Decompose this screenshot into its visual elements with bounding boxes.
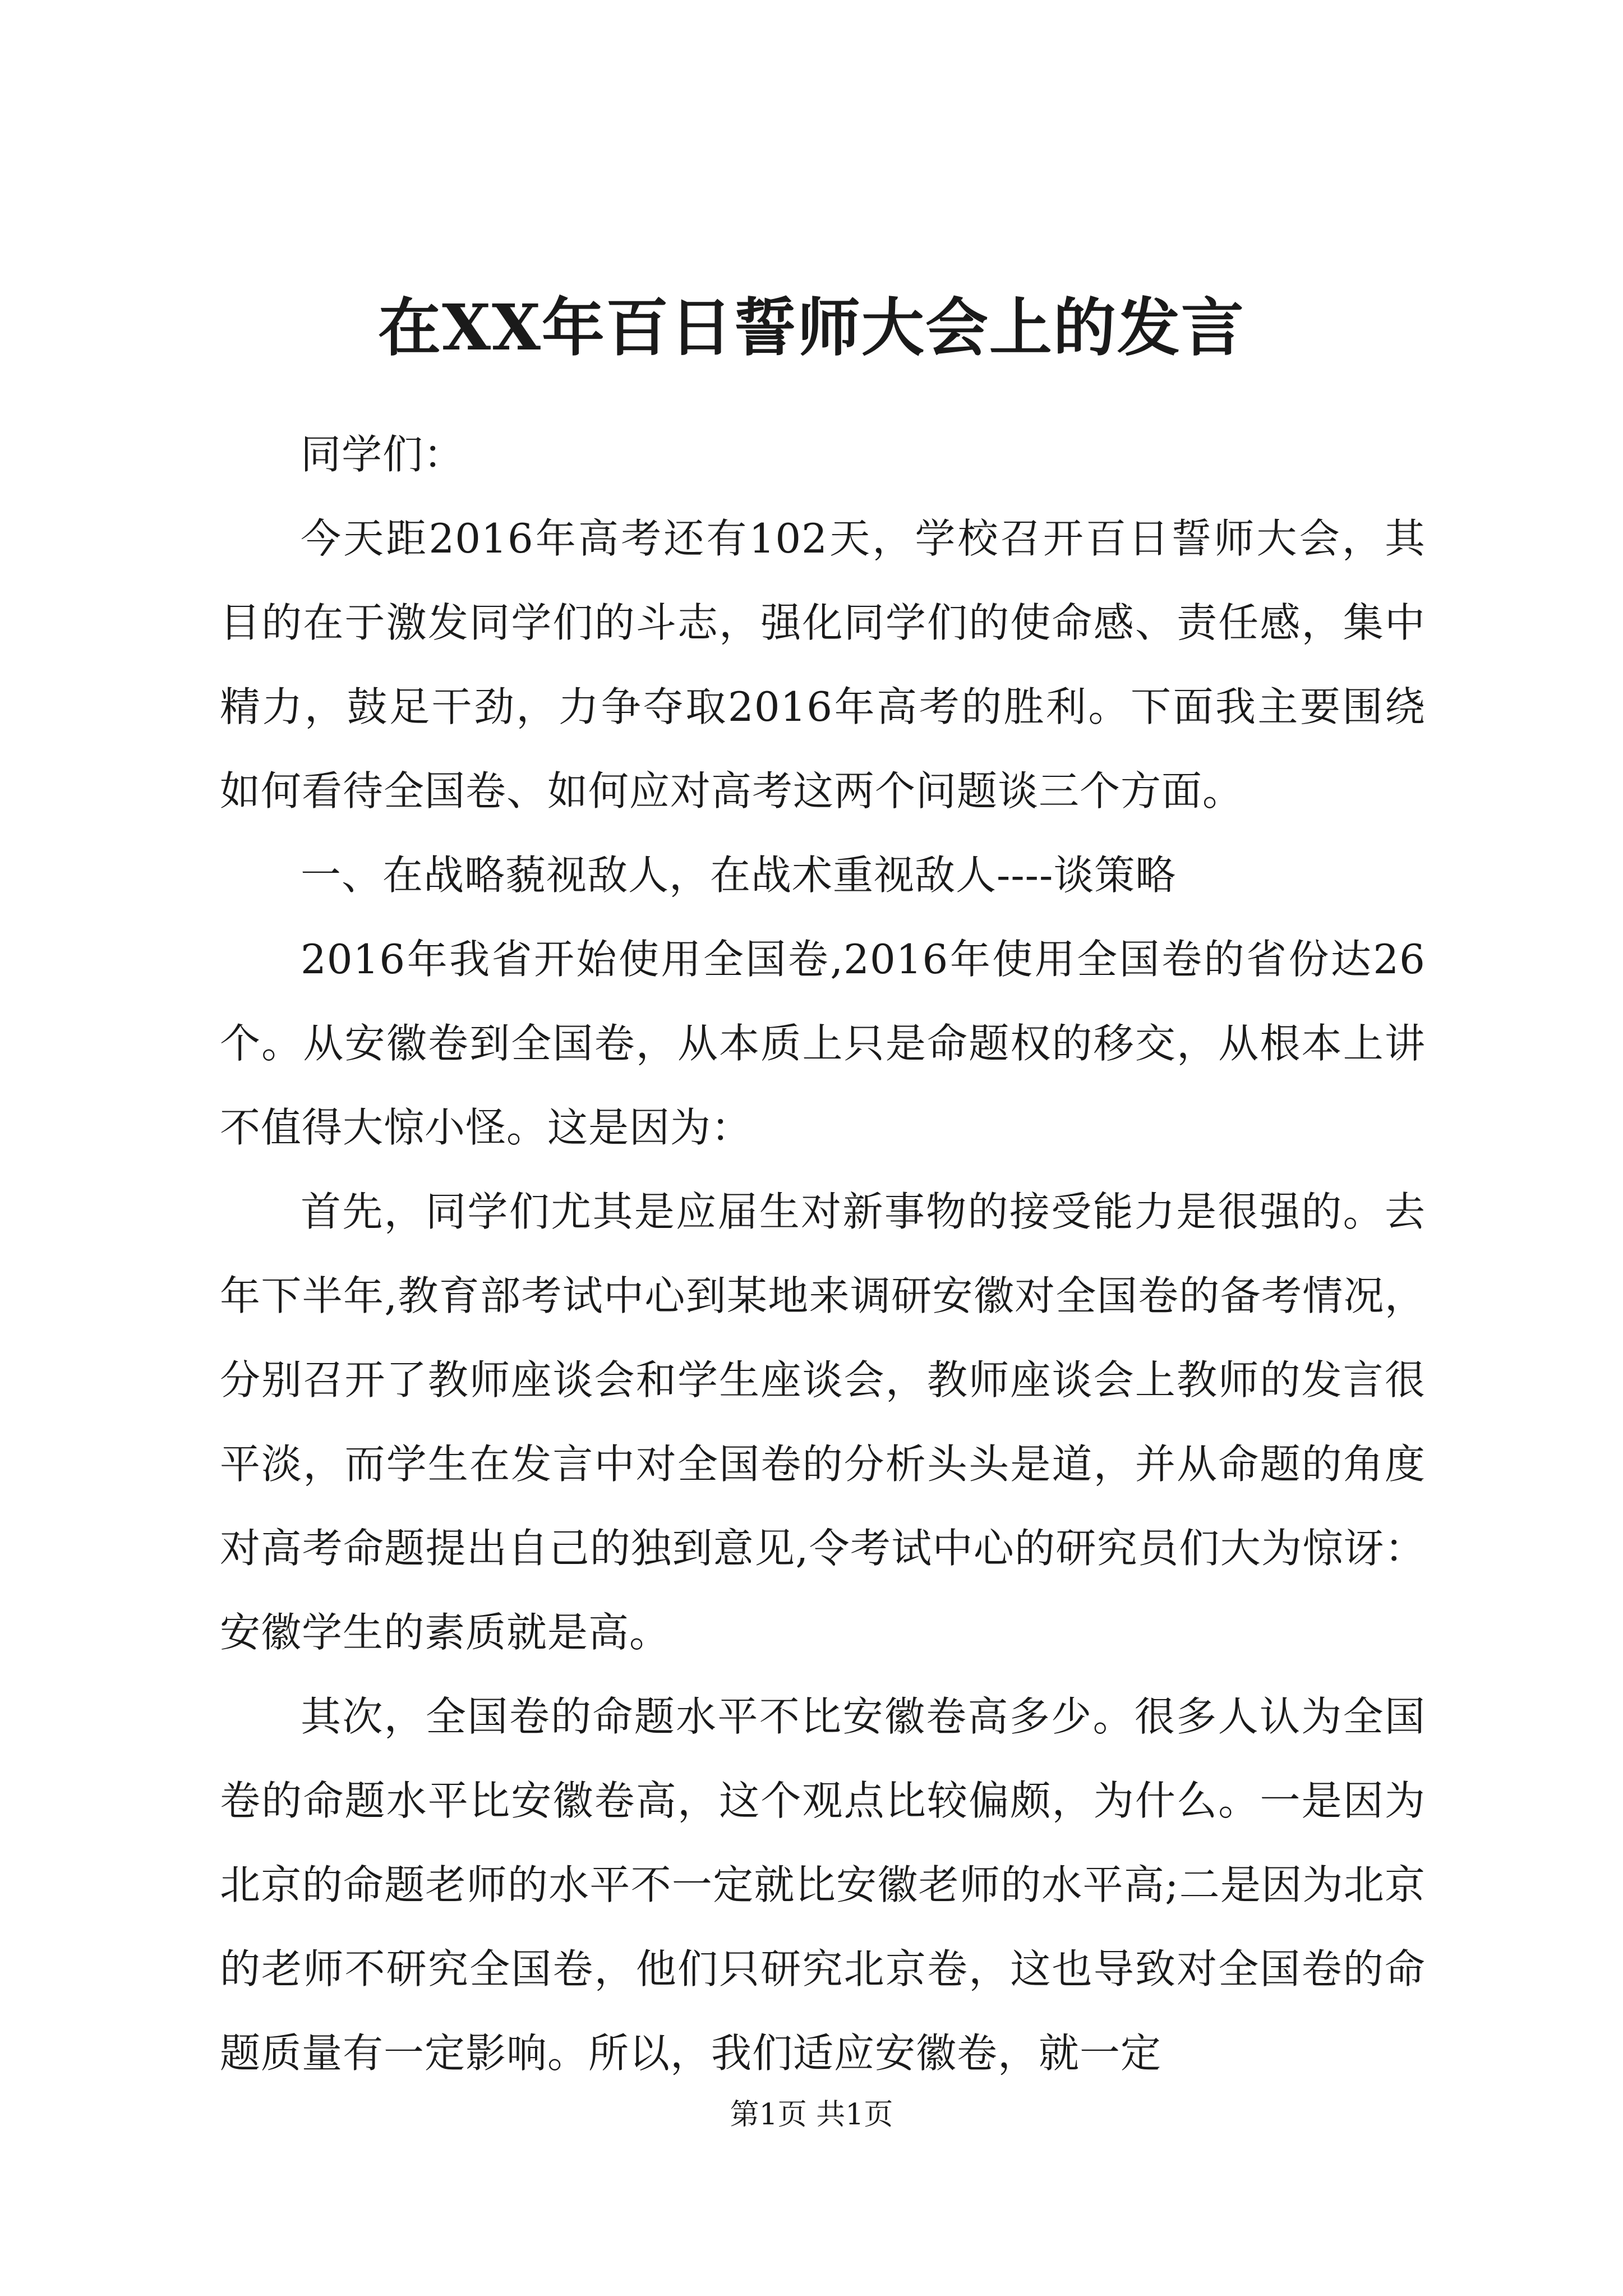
paragraph-greeting: 同学们： xyxy=(301,431,465,478)
paragraph-section-heading: 一、在战略藐视敌人，在战术重视敌人----谈策略 xyxy=(301,852,1177,899)
document-body xyxy=(220,412,1426,2095)
page-footer: 第1页 共1页 xyxy=(730,2098,893,2132)
paragraph-first-point: 首先，同学们尤其是应届生对新事物的接受能力是很强的。去年下半年,教育部考试中心到某地来调研安徽对全国卷的备考情况，分别召开了教师座谈会和学生座谈会，教师座谈会上教师的发言很平淡，而学生在发言中对全国卷的分析头头是道，并从命题的角度对高考命题提出自己的独到意见,令考试中心的研究员们大为惊讶：安徽学生的素质就是高。 xyxy=(220,1188,1426,1656)
paragraph-national-exam: 2016年我省开始使用全国卷,2016年使用全国卷的省份达26个。从安徽卷到全国卷，从本质上只是命题权的移交，从根本上讲不值得大惊小怪。这是因为： xyxy=(220,936,1426,1151)
paragraph-second-point: 其次，全国卷的命题水平不比安徽卷高多少。很多人认为全国卷的命题水平比安徽卷高，这个观点比较偏颇，为什么。一是因为北京的命题老师的水平不一定就比安徽老师的水平高;二是因为北京的老师不研究全国卷，他们只研究北京卷，这也导致对全国卷的命题质量有一定影响。所以，我们适应安徽卷，就一定 xyxy=(220,1693,1426,2077)
paragraph-intro: 今天距2016年高考还有102天，学校召开百日誓师大会，其目的在于激发同学们的斗志，强化同学们的使命感、责任感，集中精力，鼓足干劲，力争夺取2016年高考的胜利。下面我主要围绕如何看待全国卷、如何应对高考这两个问题谈三个方面。 xyxy=(220,515,1426,815)
document-title: 在XX年百日誓师大会上的发言 xyxy=(378,291,1245,365)
